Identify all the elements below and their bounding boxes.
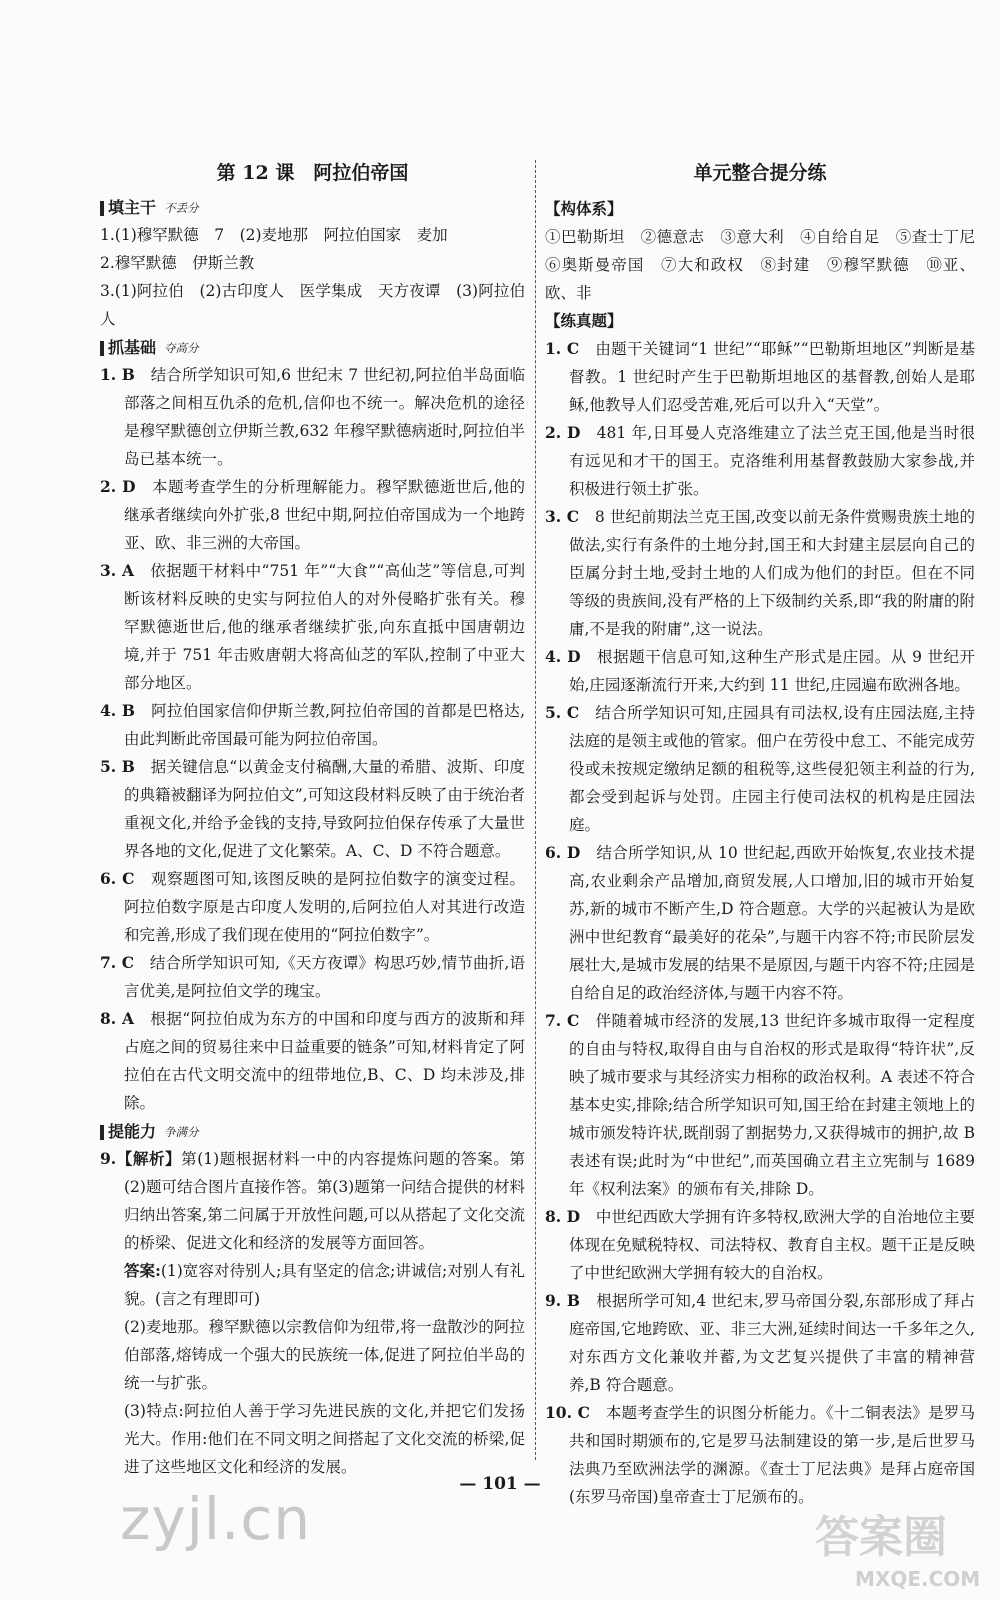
fill-answer: 3.(1)阿拉伯 (2)古印度人 医学集成 天方夜谭 (3)阿拉伯人 xyxy=(100,282,525,328)
watermark-logo: MXQE.COM xyxy=(855,1567,981,1591)
section-label: 填主干 xyxy=(108,198,157,217)
answer-item: 1. B 结合所学知识可知,6 世纪末 7 世纪初,阿拉伯半岛面临部落之间相互仇杀的危机,信仰也不统一。解决危机的途径是穆罕默德创立伊斯兰教,632 年穆罕默德病逝时,阿拉伯半岛已基本统一。 xyxy=(100,365,525,468)
column-divider xyxy=(535,160,536,1460)
unit-title: 单元整合提分练 xyxy=(693,162,827,184)
answer-item: 8. D 中世纪西欧大学拥有许多特权,欧洲大学的自治地位主要体现在免赋税特权、司法特权、教育自主权。题干正是反映了中世纪欧洲大学拥有较大的自治权。 xyxy=(545,1207,975,1282)
answer-item: 3. A 依据题干材料中“751 年”“大食”“高仙芝”等信息,可判断该材料反映的史实与阿拉伯人的对外侵略扩张有关。穆罕默德逝世后,他的继承者继续扩张,向东直抵中国唐朝边境,并于 751 年击败唐朝大将高仙芝的军队,控制了中亚大部分地区。 xyxy=(100,561,525,692)
section-label: 抓基础 xyxy=(108,338,157,357)
fill-answer: 2.穆罕默德 伊斯兰教 xyxy=(100,254,255,272)
section-note: 夺高分 xyxy=(164,341,199,355)
watermark-logo: 答案圈 xyxy=(815,1512,947,1563)
section-label: 提能力 xyxy=(108,1122,157,1141)
answer-item: 3. C 8 世纪前期法兰克王国,改变以前无条件赏赐贵族土地的做法,实行有条件的土地分封,国王和大封建主层层向自己的臣属分封土地,受封土地的人们成为他们的封臣。但在不同等级的贵族间,没有严格的上下级制约关系,即“我的附庸的附庸,不是我的附庸”,这一说法。 xyxy=(545,507,975,638)
analysis-item: 9.【解析】第(1)题根据材料一中的内容提炼问题的答案。第(2)题可结合图片直接作答。第(3)题第一问结合提供的材料归纳出答案,第二问属于开放性问题,可以从搭起了文化交流的桥梁、促进文化和经济的发展等方面回答。 xyxy=(100,1149,525,1252)
answer-item: 2. D 481 年,日耳曼人克洛维建立了法兰克王国,他是当时很有远见和才干的国王。克洛维利用基督教鼓励大家参战,并积极进行领土扩张。 xyxy=(545,423,975,498)
answer-item: 4. B 阿拉伯国家信仰伊斯兰教,阿拉伯帝国的首都是巴格达,由此判断此帝国最可能为阿拉伯帝国。 xyxy=(100,701,525,748)
lesson-title: 第 12 课 阿拉伯帝国 xyxy=(216,162,409,184)
answer-item: 5. C 结合所学知识可知,庄园具有司法权,设有庄园法庭,主持法庭的是领主或他的管家。佃户在劳役中怠工、不能完成劳役或未按规定缴纳足额的租税等,这些侵犯领主利益的行为,都会受到起诉与处罚。庄园主行使司法权的机构是庄园法庭。 xyxy=(545,703,975,834)
left-column xyxy=(100,155,525,1481)
system-text: ①巴勒斯坦 ②德意志 ③意大利 ④自给自足 ⑤查士丁尼 ⑥奥斯曼帝国 ⑦大和政权 ⑧封建 ⑨穆罕默德 ⑩亚、欧、非 xyxy=(545,228,991,302)
answer-item: 5. B 据关键信息“以黄金支付稿酬,大量的希腊、波斯、印度的典籍被翻译为阿拉伯文”,可知这段材料反映了由于统治者重视文化,并给予金钱的支持,导致阿拉伯保存传承了大量世界各地的文化,促进了文化繁荣。A、C、D 不符合题意。 xyxy=(100,757,525,860)
answer-item: 6. D 结合所学知识,从 10 世纪起,西欧开始恢复,农业技术提高,农业剩余产品增加,商贸发展,人口增加,旧的城市开始复苏,新的城市不断产生,D 符合题意。大学的兴起被认为是欧洲中世纪教育“最美好的花朵”,与题干内容不符;市民阶层发展壮大,是城市发展的结果不是原因,与题干内容不符;庄园是自给自足的政治经济体,与题干内容不符。 xyxy=(545,843,975,1002)
system-label: 【构体系】 xyxy=(545,199,623,218)
section-marker-icon xyxy=(100,1125,104,1140)
section-marker-icon xyxy=(100,201,104,216)
answer-item: 1. C 由题干关键词“1 世纪”“耶稣”“巴勒斯坦地区”判断是基督教。1 世纪时产生于巴勒斯坦地区的基督教,创始人是耶稣,他教导人们忍受苦难,死后可以升入“天堂”。 xyxy=(545,339,975,414)
answer-text: (2)麦地那。穆罕默德以宗教信仰为纽带,将一盘散沙的阿拉伯部落,熔铸成一个强大的民族统一体,促进了阿拉伯半岛的统一与扩张。 xyxy=(124,1318,525,1392)
section-header-basic xyxy=(100,335,525,361)
answer-item: 9. B 根据所学可知,4 世纪末,罗马帝国分裂,东部形成了拜占庭帝国,它地跨欧、亚、非三大洲,延续时间达一千多年之久,对东西方文化兼收并蓄,为文艺复兴提供了丰富的精神营养,B 符合题意。 xyxy=(545,1291,975,1394)
section-header-fill xyxy=(100,195,525,221)
answer-item: 6. C 观察题图可知,该图反映的是阿拉伯数字的演变过程。阿拉伯数字原是古印度人发明的,后阿拉伯人对其进行改造和完善,形成了我们现在使用的“阿拉伯数字”。 xyxy=(100,869,525,944)
practice-label: 【练真题】 xyxy=(545,311,623,330)
fill-answer: 1.(1)穆罕默德 7 (2)麦地那 阿拉伯国家 麦加 xyxy=(100,226,448,244)
answer-item: 7. C 伴随着城市经济的发展,13 世纪许多城市取得一定程度的自由与特权,取得自由与自治权的形式是取得“特许状”,反映了城市要求与其经济实力相称的政治权利。A 表述不符合基本史实,排除;结合所学知识可知,国王给在封建主领地上的城市颁发特许状,既削弱了割据势力,又获得城市的拥护,故 B 表述有误;此时为“中世纪”,而英国确立君主立宪制与 1689 年《权利法案》的颁布有关,排除 D。 xyxy=(545,1011,975,1198)
answer-item: 7. C 结合所学知识可知,《天方夜谭》构思巧妙,情节曲折,语言优美,是阿拉伯文学的瑰宝。 xyxy=(100,953,525,1000)
answer-text: (3)特点:阿拉伯人善于学习先进民族的文化,并把它们发扬光大。作用:他们在不同文明之间搭起了文化交流的桥梁,促进了这些地区文化和经济的发展。 xyxy=(124,1402,525,1476)
page-number: — 101 — xyxy=(459,1474,541,1494)
section-header-ability xyxy=(100,1119,525,1145)
answer-item: 2. D 本题考查学生的分析理解能力。穆罕默德逝世后,他的继承者继续向外扩张,8 世纪中期,阿拉伯帝国成为一个地跨亚、欧、非三洲的大帝国。 xyxy=(100,477,525,552)
watermark-logo: zyjl.cn xyxy=(120,1485,312,1553)
right-column xyxy=(545,155,991,1511)
answer-item: 4. D 根据题干信息可知,这种生产形式是庄园。从 9 世纪开始,庄园逐渐流行开来,大约到 11 世纪,庄园遍布欧洲各地。 xyxy=(545,647,975,694)
answer-item: 10. C 本题考查学生的识图分析能力。《十二铜表法》是罗马共和国时期颁布的,它是罗马法制建设的第一步,是后世罗马法典乃至欧洲法学的渊源。《查士丁尼法典》是拜占庭帝国(东罗马帝国)皇帝查士丁尼颁布的。 xyxy=(545,1403,975,1506)
section-note: 争满分 xyxy=(164,1125,199,1139)
section-marker-icon xyxy=(100,341,104,356)
section-note: 不丢分 xyxy=(164,201,199,215)
answer-text: 答案:(1)宽容对待别人;具有坚定的信念;讲诚信;对别人有礼貌。(言之有理即可) xyxy=(124,1261,525,1308)
answer-item: 8. A 根据“阿拉伯成为东方的中国和印度与西方的波斯和拜占庭之间的贸易往来中日益重要的链条”可知,材料肯定了阿拉伯在古代文明交流中的纽带地位,B、C、D 均未涉及,排除。 xyxy=(100,1009,525,1112)
